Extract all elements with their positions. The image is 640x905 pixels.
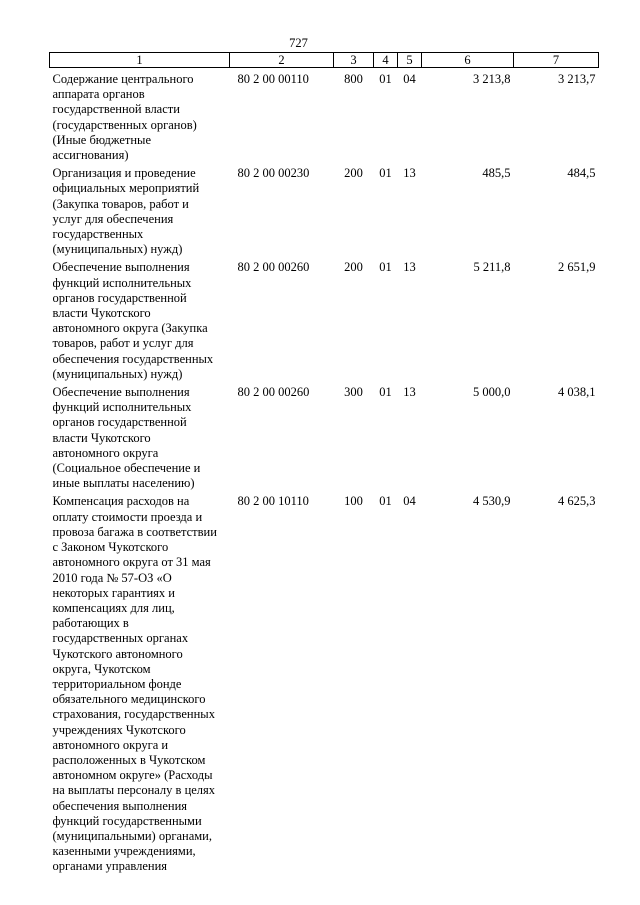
row-code: 80 2 00 00260: [237, 260, 310, 275]
row-section-code: 01: [379, 494, 392, 509]
table-row: [50, 163, 599, 257]
column-header: 1: [50, 53, 230, 68]
row-description: Содержание центрального аппарата органов государственной власти (государственных органов) (Иные бюджетные ассигнования): [52, 72, 197, 163]
row-type-code: 200: [344, 260, 363, 275]
row-type-code: 800: [344, 72, 363, 86]
row-amount-planned: 3 213,8: [473, 72, 511, 86]
row-description: Обеспечение выполнения функций исполнительных органов государственной власти Чукотского автономного округа (Социальное обеспечение и иные выплаты населению): [52, 385, 201, 491]
table-row: [50, 257, 599, 382]
table-row: [50, 491, 599, 874]
row-type-code: 200: [344, 166, 363, 181]
row-type-code: 300: [344, 385, 363, 400]
row-code: 80 2 00 00260: [237, 385, 310, 400]
table-row: [50, 68, 599, 164]
column-header: 3: [334, 53, 374, 68]
row-amount-planned: 5 211,8: [473, 260, 511, 275]
column-header: 6: [422, 53, 514, 68]
row-amount-executed: 2 651,9: [558, 260, 596, 275]
row-subsection-code: 04: [403, 494, 416, 509]
row-amount-executed: 4 625,3: [558, 494, 596, 509]
row-section-code: 01: [379, 385, 392, 400]
row-amount-planned: 485,5: [482, 166, 511, 181]
row-section-code: 01: [379, 260, 392, 275]
row-description: Компенсация расходов на оплату стоимости проезда и провоза багажа в соответствии с Законом Чукотского автономного округа от 31 мая 2010 года № 57-ОЗ «О некоторых гарантиях и компенсациях для лиц, работающих в государственных органах Чукотского автономного округа, Чукотском территориальном фонде обязательного медицинского страхования, государственных учреждениях Чукотского автономного округа и расположенных в Чукотском автономном округе» (Расходы на выплаты персоналу в целях обеспечения выполнения функций государственными (муниципальными) органами, казенными учреждениями, органами управления: [52, 494, 217, 874]
table-header-row: [50, 53, 599, 68]
row-amount-planned: 5 000,0: [473, 385, 511, 400]
row-type-code: 100: [344, 494, 363, 509]
column-header: 4: [374, 53, 398, 68]
column-header: 7: [514, 53, 599, 68]
row-code: 80 2 00 10110: [237, 494, 309, 509]
column-header: 2: [230, 53, 334, 68]
table-row: [50, 382, 599, 491]
row-section-code: 01: [379, 166, 392, 181]
row-amount-executed: 484,5: [567, 166, 596, 181]
row-section-code: 01: [379, 72, 392, 86]
row-description: Обеспечение выполнения функций исполнительных органов государственной власти Чукотского автономного округа (Закупка товаров, работ и услуг для обеспечения государственных (муниципальных) нужд): [52, 260, 214, 381]
row-description: Организация и проведение официальных мероприятий (Закупка товаров, работ и услуг для обеспечения государственных (муниципальных) нужд): [52, 166, 200, 257]
budget-table: [49, 52, 599, 875]
row-amount-executed: 3 213,7: [558, 72, 596, 86]
row-subsection-code: 04: [403, 72, 416, 86]
row-subsection-code: 13: [403, 385, 416, 400]
row-amount-planned: 4 530,9: [473, 494, 511, 509]
row-code: 80 2 00 00110: [237, 72, 309, 86]
column-header: 5: [398, 53, 422, 68]
row-amount-executed: 4 038,1: [558, 385, 596, 400]
page-number: 727: [289, 36, 308, 50]
row-subsection-code: 13: [403, 260, 416, 275]
row-subsection-code: 13: [403, 166, 416, 181]
row-code: 80 2 00 00230: [237, 166, 310, 181]
